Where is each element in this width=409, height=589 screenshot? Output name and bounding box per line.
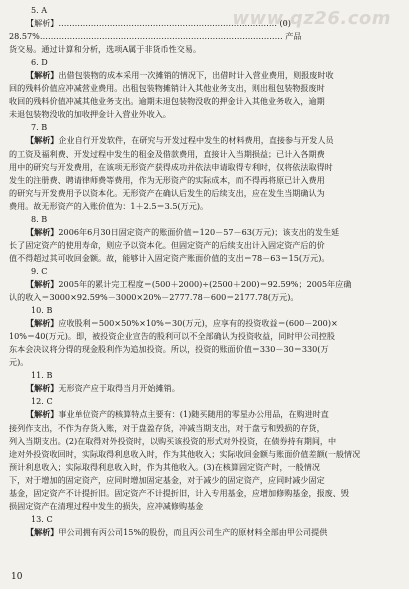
line-text: 基金，固定资产不计提折旧。固定资产不计提折旧，计入专用基金，应增加修购基金，报废、毁	[9, 487, 349, 498]
page-number: 10	[11, 572, 23, 582]
text-line	[9, 161, 401, 174]
line-text: 9. C	[31, 265, 48, 276]
line-text: 13. C	[31, 513, 53, 524]
line-text: 长了固定资产的使用寿命，则应予以资本化。但固定资产的后续支出计入固定资产后的价	[9, 239, 325, 250]
line-text: 5. A	[31, 5, 48, 15]
line-text: 用中的研究与开发费用，在该项无形资产获得成功并依法申请取得专利时，仅将依法取得时	[9, 161, 333, 172]
line-text: 事业单位资产的核算特点主要有：(1)随买随用的零星办公用品，在购进时直	[58, 409, 329, 420]
answer-line	[31, 121, 401, 134]
line-text: 10. B	[31, 305, 53, 316]
line-text: 6. D	[31, 57, 48, 68]
analysis-tag: 【解析】	[26, 226, 59, 237]
text-line	[26, 317, 401, 330]
line-text: 列入当期支出。(2)在取得对外投资时，以购买该投资的形式对外投资，在债券持有期间，中	[9, 435, 337, 446]
text-line	[9, 148, 401, 161]
line-text: 企业自行开发软件，在研究与开发过程中发生的材料费用，直接参与开发人员	[58, 135, 334, 146]
line-text: 下，对于增加的固定资产，应同时增加固定基金，对于减少的固定资产，应同时减少固定	[9, 474, 325, 485]
line-text: 费用。故无形资产的入账价值为：1＋2.5＝3.5(万元)。	[9, 200, 209, 211]
answer-line	[31, 265, 401, 278]
text-line	[9, 252, 401, 265]
line-text: 元)。	[9, 357, 29, 368]
text-line	[9, 343, 401, 356]
text-line	[9, 487, 401, 500]
text-line	[9, 356, 401, 369]
line-text: 【解析】……………………………………………………………………… (0)	[26, 18, 291, 29]
text-line	[26, 408, 401, 421]
line-text: 12. C	[31, 396, 53, 407]
answer-line	[31, 304, 401, 317]
text-line	[9, 43, 401, 56]
line-text: 损固定资产在清理过程中发生的损失，应冲减修购基金	[9, 500, 204, 511]
line-text: 收回的残料价值冲减其他业务支出。逾期未退包装物没收的押金计入其他业务收入，逾期	[9, 96, 325, 107]
analysis-tag: 【解析】	[26, 135, 59, 146]
text-line	[9, 500, 401, 513]
line-text: 出借包装物的成本采用一次摊销的情况下，出借时计入营业费用，则报废时收	[58, 70, 334, 81]
text-line	[9, 200, 401, 213]
answer-line	[31, 4, 401, 17]
line-text: 8. B	[31, 213, 48, 224]
text-line	[26, 526, 401, 539]
text-line	[9, 108, 401, 121]
text-line	[9, 82, 401, 95]
analysis-tag: 【解析】	[26, 383, 59, 394]
line-text: 7. B	[31, 122, 48, 133]
answer-line	[31, 369, 401, 382]
text-line	[26, 69, 401, 82]
answer-line	[31, 56, 401, 69]
answer-line	[31, 395, 401, 408]
line-text: 发生的注册费、聘请律师费等费用，作为无形资产的实际成本，而不得再将原已计入费用	[9, 174, 325, 185]
text-line	[26, 17, 401, 30]
line-text: 未退包装物没收的加收押金计入营业外收入。	[9, 109, 171, 120]
line-text: 无形资产应于取得当月开始摊销。	[58, 383, 180, 394]
line-text: 认的收入＝3000×92.59%－3000×20%－2777.78－600＝2177.78(万元)。	[9, 292, 299, 303]
line-text: 途对外投资收回时，实际取得利息收入时，作为其他收入；实际收回金额与账面价值差额(一般情况	[9, 448, 361, 459]
analysis-tag: 【解析】	[26, 409, 59, 420]
analysis-tag: 【解析】	[26, 526, 59, 537]
line-text: 预计利息收入；实际取得利息收入时，作为其他收入。(3)在核算固定资产时，一般情况	[9, 461, 320, 472]
text-line	[9, 239, 401, 252]
document-body	[9, 4, 401, 539]
line-text: 应收股利＝500×50%×10%＝30(万元)，应享有的投资收益＝(600－200)×	[58, 318, 338, 329]
analysis-tag: 【解析】	[26, 278, 59, 289]
line-text: 28.57%……………………………………………………………………………… 产品	[9, 31, 302, 42]
text-line	[9, 174, 401, 187]
text-line	[9, 422, 401, 435]
text-line	[9, 330, 401, 343]
text-line	[9, 435, 401, 448]
watermark: www.qz26.com	[232, 8, 391, 29]
line-text: 2005年的累计完工程度＝(500＋2000)÷(2500＋200)＝92.59%；2005年应确	[58, 278, 352, 289]
line-text: 值不得超过其可收回金额。故，能够计入固定资产账面价值的支出＝78－63＝15(万元)。	[9, 252, 330, 263]
text-line	[26, 278, 401, 291]
line-text: 东本会决议将分得的现金股利作为追加投资。所以，投资的账面价值＝330－30＝330(万	[9, 344, 329, 355]
line-text: 2006年6月30日固定资产的账面价值＝120－57－63(万元)；该支出的发生延	[58, 226, 340, 237]
text-line	[9, 461, 401, 474]
line-text: 回的残料价值应冲减营业费用。出租包装物摊销计入其他业务支出，则出租包装物报废时	[9, 83, 325, 94]
line-text: 的研究与开发费用予以资本化。无形资产在确认后发生的后续支出，应在发生当期确认为	[9, 187, 325, 198]
analysis-tag: 【解析】	[26, 70, 59, 81]
line-text: 甲公司拥有丙公司15%的股份，而且丙公司生产的原材料全部由甲公司提供	[58, 526, 328, 537]
text-line	[26, 382, 401, 395]
text-line	[9, 95, 401, 108]
text-line	[26, 226, 401, 239]
text-line	[9, 291, 401, 304]
answer-line	[31, 213, 401, 226]
text-line	[9, 187, 401, 200]
text-line	[9, 448, 401, 461]
text-line	[9, 30, 401, 43]
analysis-tag: 【解析】	[26, 318, 59, 329]
line-text: 11. B	[31, 370, 53, 381]
line-text: 的工资及福利费、开发过程中发生的租金及借款费用，直接计入当期损益；已计入各期费	[9, 148, 325, 159]
line-text: 接列作支出，不作为存货入账，对于盘盈存货，冲减当期支出，对于盘亏和毁损的存货，	[9, 422, 325, 433]
text-line	[26, 134, 401, 147]
answer-line	[31, 513, 401, 526]
line-text: 货交易。通过计算和分析，选项A属于非货币性交易。	[9, 44, 202, 55]
text-line	[9, 474, 401, 487]
line-text: 10%＝40(万元)。即，被投资企业宣告的股利可以不全部确认为投资收益，同时甲公司控股	[9, 331, 335, 342]
